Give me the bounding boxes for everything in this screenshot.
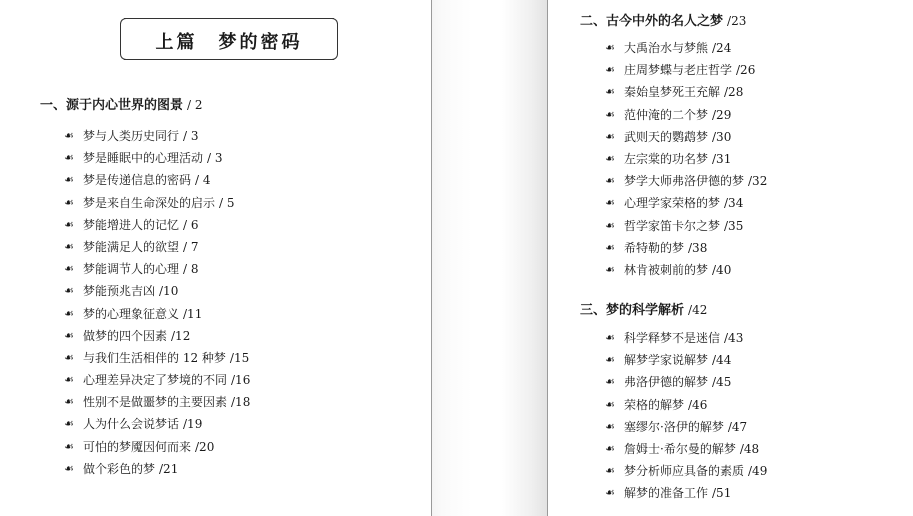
toc-entry-title: 心理差异决定了梦境的不同: [83, 373, 228, 388]
toc-entry-page: /19: [183, 417, 203, 432]
toc-entry-page: /47: [727, 419, 748, 434]
fleuron-bullet-icon: ☙: [605, 464, 614, 478]
section-number: 三、: [580, 303, 607, 318]
fleuron-bullet-icon: ☙: [605, 107, 614, 121]
section-title: 古今中外的名人之梦: [606, 14, 724, 29]
fleuron-bullet-icon: ☙: [64, 262, 73, 276]
section-number: 一、: [40, 98, 67, 113]
fleuron-bullet-icon: ☙: [64, 173, 73, 187]
toc-entry-title: 秦始皇梦死王充解: [624, 85, 721, 100]
fleuron-bullet-icon: ☙: [64, 417, 73, 431]
fleuron-bullet-icon: ☙: [605, 397, 614, 411]
fleuron-bullet-icon: ☙: [64, 461, 73, 475]
toc-entry-page: / 5: [219, 195, 235, 210]
toc-entry[interactable]: [64, 147, 250, 169]
toc-entry-title: 希特勒的梦: [624, 240, 685, 255]
toc-entry-page: / 8: [183, 262, 199, 277]
fleuron-bullet-icon: ☙: [64, 217, 73, 231]
toc-entry-title: 梦能调节人的心理: [83, 262, 180, 277]
toc-entry[interactable]: [605, 482, 767, 504]
section-title: 源于内心世界的图景: [66, 98, 184, 113]
fleuron-bullet-icon: ☙: [605, 375, 614, 389]
toc-entry-page: /46: [688, 397, 708, 412]
toc-entry[interactable]: [605, 460, 767, 482]
toc-entry[interactable]: [605, 237, 767, 259]
toc-entry-title: 做梦的四个因素: [83, 328, 168, 343]
toc-entry-page: /35: [724, 218, 744, 233]
toc-entry-title: 詹姆士·希尔曼的解梦: [624, 441, 736, 456]
fleuron-bullet-icon: ☙: [605, 331, 614, 344]
toc-entry-page: /32: [748, 174, 768, 189]
toc-entry-page: / 3: [183, 129, 199, 143]
toc-entry[interactable]: [64, 125, 250, 147]
toc-entry-page: /26: [736, 63, 756, 78]
section-heading-1[interactable]: [40, 94, 203, 113]
section-page: /42: [688, 303, 708, 317]
section-number: 二、: [580, 14, 607, 29]
toc-entry-page: /24: [712, 41, 732, 55]
toc-entry-title: 梦是睡眠中的心理活动: [83, 151, 204, 166]
toc-entry-title: 与我们生活相伴的 12 种梦: [83, 350, 226, 365]
toc-entry-page: /34: [724, 196, 744, 211]
toc-entry-title: 武则天的鹦鹉梦: [624, 129, 709, 144]
toc-entry-title: 梦能满足人的欲望: [83, 239, 180, 254]
toc-entry-page: /16: [231, 373, 251, 388]
fleuron-bullet-icon: ☙: [64, 284, 73, 298]
toc-entry-page: /49: [748, 464, 768, 479]
toc-entry-title: 梦能预兆吉凶: [83, 284, 156, 299]
toc-entry[interactable]: [605, 259, 767, 281]
toc-list-section-2: [605, 37, 767, 281]
fleuron-bullet-icon: ☙: [64, 129, 73, 142]
toc-entry-title: 梦的心理象征意义: [83, 306, 180, 321]
toc-entry-page: /15: [229, 350, 250, 365]
fleuron-bullet-icon: ☙: [64, 350, 73, 364]
fleuron-bullet-icon: ☙: [605, 441, 614, 455]
toc-entry-title: 弗洛伊德的解梦: [624, 375, 709, 390]
toc-entry[interactable]: [605, 349, 767, 371]
fleuron-bullet-icon: ☙: [605, 174, 614, 188]
toc-entry[interactable]: [64, 258, 250, 280]
toc-entry[interactable]: [64, 391, 250, 413]
toc-entry[interactable]: [64, 280, 250, 302]
toc-entry[interactable]: [605, 170, 767, 192]
toc-list-section-1: [64, 125, 250, 480]
toc-entry-page: /38: [688, 240, 708, 255]
toc-entry[interactable]: [605, 81, 767, 103]
toc-entry-page: /10: [159, 284, 179, 299]
fleuron-bullet-icon: ☙: [64, 239, 73, 253]
toc-entry-page: / 4: [195, 173, 211, 188]
toc-entry-page: /20: [195, 439, 215, 454]
toc-entry-page: / 3: [207, 151, 223, 166]
toc-entry[interactable]: [64, 458, 250, 480]
toc-entry-page: / 7: [183, 239, 199, 254]
toc-entry[interactable]: [64, 436, 250, 458]
fleuron-bullet-icon: ☙: [64, 328, 73, 342]
fleuron-bullet-icon: ☙: [64, 151, 73, 165]
toc-entry-page: /40: [712, 262, 732, 277]
fleuron-bullet-icon: ☙: [605, 419, 614, 433]
fleuron-bullet-icon: ☙: [605, 41, 614, 54]
toc-entry-title: 可怕的梦魇因何而来: [83, 439, 192, 454]
toc-entry-title: 范仲淹的二个梦: [624, 107, 709, 122]
toc-entry-page: /21: [159, 461, 179, 476]
toc-entry-title: 心理学家荣格的梦: [624, 196, 721, 211]
fleuron-bullet-icon: ☙: [605, 486, 614, 500]
fleuron-bullet-icon: ☙: [64, 395, 73, 409]
toc-entry-page: /28: [724, 85, 744, 100]
toc-entry-title: 梦是来自生命深处的启示: [83, 195, 216, 210]
toc-entry[interactable]: [64, 192, 250, 214]
toc-entry-title: 解梦学家说解梦: [624, 353, 709, 368]
fleuron-bullet-icon: ☙: [605, 353, 614, 367]
toc-entry-page: /48: [739, 441, 760, 456]
toc-entry[interactable]: [605, 438, 767, 460]
toc-entry-page: /12: [171, 328, 191, 343]
toc-entry-title: 大禹治水与梦熊: [624, 41, 709, 55]
toc-entry-page: /31: [712, 151, 732, 166]
fleuron-bullet-icon: ☙: [64, 439, 73, 453]
right-page: [548, 0, 913, 516]
toc-entry-page: /44: [712, 353, 732, 368]
fleuron-bullet-icon: ☙: [605, 151, 614, 165]
toc-entry-title: 哲学家笛卡尔之梦: [624, 218, 721, 233]
fleuron-bullet-icon: ☙: [64, 373, 73, 387]
toc-entry[interactable]: [64, 303, 250, 325]
toc-entry-page: /11: [183, 306, 203, 321]
toc-entry[interactable]: [605, 126, 767, 148]
toc-entry-page: /29: [712, 107, 732, 122]
fleuron-bullet-icon: ☙: [605, 85, 614, 99]
toc-entry[interactable]: [605, 104, 767, 126]
section-page: /23: [727, 14, 747, 28]
toc-entry[interactable]: [64, 369, 250, 391]
toc-entry[interactable]: [64, 325, 250, 347]
toc-entry[interactable]: [605, 148, 767, 170]
toc-entry-title: 解梦的准备工作: [624, 486, 709, 501]
toc-entry-page: / 6: [183, 217, 199, 232]
page-edge-left: [431, 0, 432, 516]
fleuron-bullet-icon: ☙: [64, 195, 73, 209]
fleuron-bullet-icon: ☙: [605, 196, 614, 210]
toc-entry-page: /43: [724, 331, 744, 345]
toc-entry-page: /45: [712, 375, 732, 390]
toc-entry-title: 科学释梦不是迷信: [624, 331, 721, 345]
toc-entry[interactable]: [605, 371, 767, 393]
toc-entry[interactable]: [64, 347, 250, 369]
toc-entry[interactable]: [64, 169, 250, 191]
part-title: 上篇 梦的密码: [155, 32, 303, 53]
toc-entry-title: 塞缪尔·洛伊的解梦: [624, 419, 724, 434]
fleuron-bullet-icon: ☙: [605, 240, 614, 254]
toc-entry[interactable]: [605, 416, 767, 438]
toc-entry[interactable]: [64, 413, 250, 435]
toc-entry-title: 梦学大师弗洛伊德的梦: [624, 174, 745, 189]
toc-entry-title: 梦分析师应具备的素质: [624, 464, 745, 479]
section-page: / 2: [187, 98, 203, 112]
toc-entry[interactable]: [64, 236, 250, 258]
toc-entry-page: /30: [712, 129, 732, 144]
part-title-frame: [124, 18, 334, 60]
fleuron-bullet-icon: ☙: [605, 262, 614, 276]
section-heading-3[interactable]: [580, 299, 707, 318]
toc-entry-title: 荣格的解梦: [624, 397, 685, 412]
toc-list-section-3: [605, 327, 767, 505]
section-heading-2[interactable]: [580, 10, 746, 29]
section-title: 梦的科学解析: [606, 303, 685, 318]
fleuron-bullet-icon: ☙: [64, 306, 73, 320]
fleuron-bullet-icon: ☙: [605, 63, 614, 77]
toc-entry-page: /51: [712, 486, 732, 501]
toc-entry[interactable]: [64, 214, 250, 236]
toc-entry-title: 性别不是做噩梦的主要因素: [83, 395, 228, 410]
toc-entry[interactable]: [605, 327, 767, 349]
toc-entry[interactable]: [605, 215, 767, 237]
toc-entry[interactable]: [605, 37, 767, 59]
toc-entry-title: 人为什么会说梦话: [83, 417, 180, 432]
fleuron-bullet-icon: ☙: [605, 129, 614, 143]
toc-entry-title: 梦与人类历史同行: [83, 129, 180, 143]
fleuron-bullet-icon: ☙: [605, 218, 614, 232]
toc-entry[interactable]: [605, 192, 767, 214]
toc-entry-page: /18: [231, 395, 251, 410]
toc-entry[interactable]: [605, 59, 767, 81]
toc-entry[interactable]: [605, 394, 767, 416]
book-gutter: [432, 0, 548, 516]
left-page: [0, 0, 432, 516]
toc-entry-title: 左宗棠的功名梦: [624, 151, 709, 166]
toc-entry-title: 梦是传递信息的密码: [83, 173, 192, 188]
toc-entry-title: 庄周梦蝶与老庄哲学: [624, 63, 733, 78]
toc-entry-title: 梦能增进人的记忆: [83, 217, 180, 232]
toc-entry-title: 做个彩色的梦: [83, 461, 156, 476]
toc-entry-title: 林肯被刺前的梦: [624, 262, 709, 277]
